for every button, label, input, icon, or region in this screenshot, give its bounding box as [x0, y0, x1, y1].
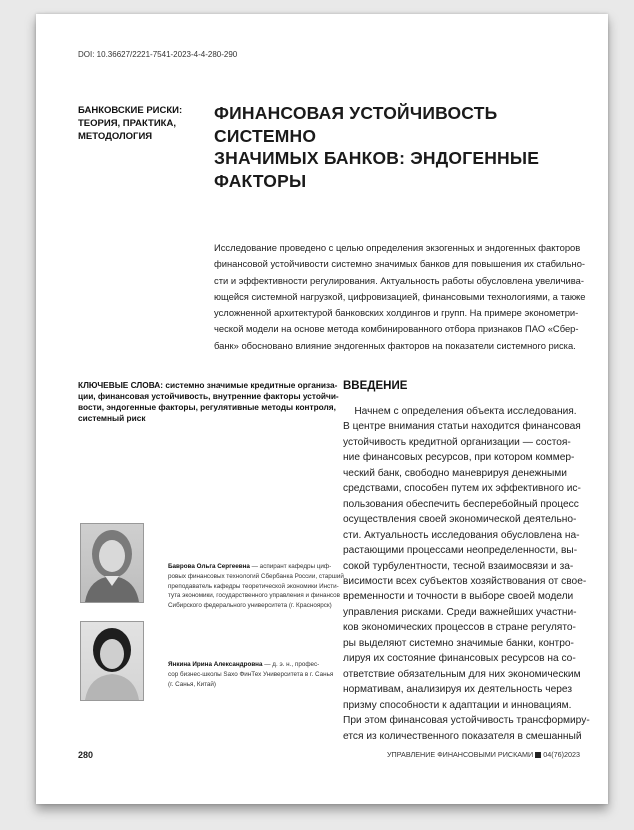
body-line: временности и точности в выборе своей модели: [343, 591, 574, 603]
author-bio-1: [168, 562, 344, 611]
abstract-line: усложненной архитектурой банковских холдингов и групп. На примере эконометри-: [214, 307, 579, 319]
keywords-line: ции, финансовая устойчивость, внутренние факторы устойчи-: [78, 391, 339, 401]
author-bio-2: [168, 660, 333, 689]
author-photo-1: [80, 523, 144, 603]
body-line: ческий банк, свободно маневрируя денежными: [343, 467, 567, 479]
body-line: нормативам, анализируя их деятельность через: [343, 684, 573, 696]
page-number: 280: [78, 750, 94, 760]
abstract-line: финансовой устойчивости системно значимых банков для повышения их стабильно-: [214, 258, 586, 270]
body-text: [343, 404, 591, 744]
keywords-line: КЛЮЧЕВЫЕ СЛОВА: системно значимые кредитные организа-: [78, 380, 338, 390]
author-bio-line: тута экономики, государственного управления и финансов: [168, 592, 340, 600]
author-bio-line: преподаватель кафедры теоретической экономики Инсти-: [168, 582, 339, 590]
body-line: управления рисками. Среди важнейших участни-: [343, 606, 577, 618]
body-line: лируя их состояние финансовых ресурсов на со-: [343, 653, 576, 665]
body-line: ков экономических процессов в стране регулято-: [343, 622, 576, 634]
introduction-heading: ВВЕДЕНИЕ: [343, 380, 408, 392]
abstract-line: ческой модели на основе метода комбинированного отбора признаков ПАО «Сбер-: [214, 323, 579, 335]
author-bio-line: Сибирского федерального университета (г. Красноярск): [168, 602, 332, 610]
keywords: [78, 380, 339, 424]
body-line: средствами, способен путем их эффективного ис-: [343, 483, 581, 495]
body-line: ется из количественного показателя в смешанный: [343, 730, 582, 742]
abstract: [214, 240, 586, 354]
section-label: БАНКОВСКИЕ РИСКИ: ТЕОРИЯ, ПРАКТИКА, МЕТОДОЛОГИЯ: [78, 105, 183, 142]
keywords-line: системный риск: [78, 413, 146, 423]
keywords-line: вости, эндогенные факторы, регулятивные методы контроля,: [78, 402, 336, 412]
body-line: сти. Актуальность исследования обусловлена на-: [343, 529, 580, 541]
author-bio-line: — д. э. н., профес-: [262, 661, 320, 668]
author-bio-line: сор бизнес-школы Saxo ФинТех Университета в г. Санья: [168, 670, 334, 678]
body-line: пользования обеспечить бесперебойный процесс: [343, 498, 579, 510]
square-separator-icon: [535, 752, 541, 758]
body-line: ответствие обязательным для них экономическим: [343, 668, 581, 680]
article-title: ФИНАНСОВАЯ УСТОЙЧИВОСТЬ СИСТЕМНО ЗНАЧИМЫХ БАНКОВ: ЭНДОГЕННЫЕ ФАКТОРЫ: [214, 103, 540, 191]
author-bio-line: ровых финансовых технологий Сбербанка России, старший: [168, 572, 344, 580]
body-line: осуществления своей экономической деятельно-: [343, 514, 577, 526]
body-line: ние финансовых ресурсов, при котором коммер-: [343, 452, 575, 464]
body-line: Начнем с определения объекта исследования.: [343, 406, 577, 417]
author-bio-line: (г. Санья, Китай): [168, 680, 217, 688]
body-line: В центре внимания статьи находится финансовая: [343, 421, 581, 433]
body-line: призму способности к адаптации и инновациям.: [343, 699, 572, 711]
author-bio-line: — аспирант кафедры циф-: [249, 563, 332, 570]
author-photo-2: [80, 621, 144, 701]
body-line: сокой турбулентности, тесной взаимосвязи и за-: [343, 560, 574, 572]
body-line: устойчивость кредитной организации — состоя-: [343, 436, 571, 448]
body-line: висимости всех субъектов хозяйствования от свое-: [343, 575, 587, 587]
author-name-1: Баврова Ольга Сергеевна: [168, 563, 250, 570]
author-name-2: Янкина Ирина Александровна: [168, 661, 263, 668]
body-line: растающими процессами неопределенности, вы-: [343, 545, 578, 557]
journal-issue: 04(76)2023: [543, 750, 580, 759]
doi: DOI: 10.36627/2221-7541-2023-4-4-280-290: [78, 50, 238, 59]
journal-page: [36, 14, 608, 804]
body-line: ры выделяют системно значимые банки, контро-: [343, 637, 574, 649]
abstract-line: ющейся системной нагрузкой, цифровизацией, финансовыми технологиями, а также: [214, 290, 586, 302]
journal-footer: [387, 750, 580, 759]
body-line: При этом финансовая устойчивость трансформиру-: [343, 715, 590, 727]
abstract-line: Исследование проведено с целью определения экзогенных и эндогенных факторов: [214, 242, 581, 253]
journal-name: УПРАВЛЕНИЕ ФИНАНСОВЫМИ РИСКАМИ: [386, 750, 534, 759]
abstract-line: сти и эффективности регулирования. Актуальность работы обусловлена увеличива-: [214, 274, 584, 286]
abstract-line: банк» обосновано влияние эндогенных факторов на показатели системного риска.: [214, 339, 576, 351]
